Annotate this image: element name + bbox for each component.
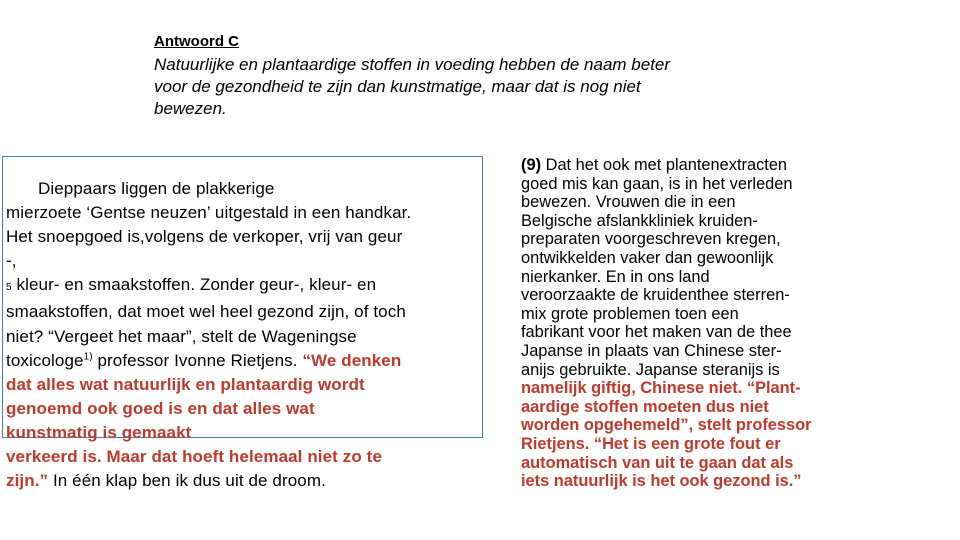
quote-line: aardige stoffen moeten dus niet [521,397,769,416]
quote-line: kunstmatig is gemaakt [6,422,192,442]
excerpt-text: professor Ivonne Rietjens. [92,350,303,370]
paragraph-line: Belgische afslankkliniek kruiden- [521,211,758,230]
excerpt-line: mierzoete ‘Gentse neuzen’ uitgestald in een handkar. [6,203,412,223]
quote-line: iets natuurlijk is het ook gezond is.” [521,472,802,491]
paragraph-number: (9) [521,156,542,174]
excerpt-text: In één klap ben ik dus uit de droom. [48,471,326,491]
paragraph-line: goed mis kan gaan, is in het verleden [521,174,793,193]
quote-text: “We denken [302,350,402,370]
paragraph-line: nierkanker. En in ons land [521,267,710,286]
statement-line: voor de gezondheid te zijn dan kunstmatige, maar dat is nog niet [154,77,641,96]
paragraph-line: mix grote problemen toen een [521,304,739,323]
excerpt-text: toxicologe [6,350,84,370]
excerpt-line: Dieppaars liggen de plakkerige [38,179,275,198]
article-excerpt-text [6,177,496,493]
excerpt-line [6,349,496,373]
article-paragraph-9 [521,156,951,491]
statement-line: bewezen. [154,99,227,118]
paragraph-line: preparaten voorgeschreven kregen, [521,230,781,249]
excerpt-line: Het snoepgoed is,volgens de verkoper, vrij van geur [6,227,403,247]
quote-line: genoemd ook goed is en dat alles wat [6,398,315,418]
quote-line: worden opgehemeld”, stelt professor [521,416,812,435]
quote-line: verkeerd is. Maar dat hoeft helemaal niet zo te [6,447,382,467]
line-number: 5 [6,282,12,294]
paragraph-line: anijs gebruikte. Japanse steranijs is [521,360,780,379]
quote-line: automatisch van uit te gaan dat als [521,453,794,472]
quote-line: dat alles wat natuurlijk en plantaardig wordt [6,374,365,394]
excerpt-line: smaakstoffen, dat moet wel heel gezond zijn, of toch [6,302,406,322]
paragraph-text: Dat het ook met plantenextracten [541,156,788,174]
quote-line: namelijk giftig, Chinese niet. “Plant- [521,379,801,398]
answer-heading: Antwoord C [154,33,239,50]
paragraph-line: ontwikkelden vaker dan gewoonlijk [521,248,774,267]
paragraph-line: fabrikant voor het maken van de thee [521,323,792,342]
paragraph-line: bewezen. Vrouwen die in een [521,193,736,212]
paragraph-line: veroorzaakte de kruidenthee sterren- [521,286,790,305]
quote-text: zijn.” [6,471,49,491]
footnote-marker: 1) [83,351,93,362]
answer-statement [154,54,794,120]
excerpt-text: kleur- en smaakstoffen. Zonder geur-, kleur- en [11,275,377,295]
excerpt-line: -, [6,251,17,271]
paragraph-line: Japanse in plaats van Chinese ster- [521,341,782,360]
excerpt-line [6,273,496,300]
paragraph-line [521,156,951,175]
excerpt-line: niet? “Vergeet het maar”, stelt de Wageningse [6,326,357,346]
quote-line: Rietjens. “Het is een grote fout er [521,434,781,453]
statement-line: Natuurlijke en plantaardige stoffen in voeding hebben de naam beter [154,55,671,74]
excerpt-line [6,469,496,493]
